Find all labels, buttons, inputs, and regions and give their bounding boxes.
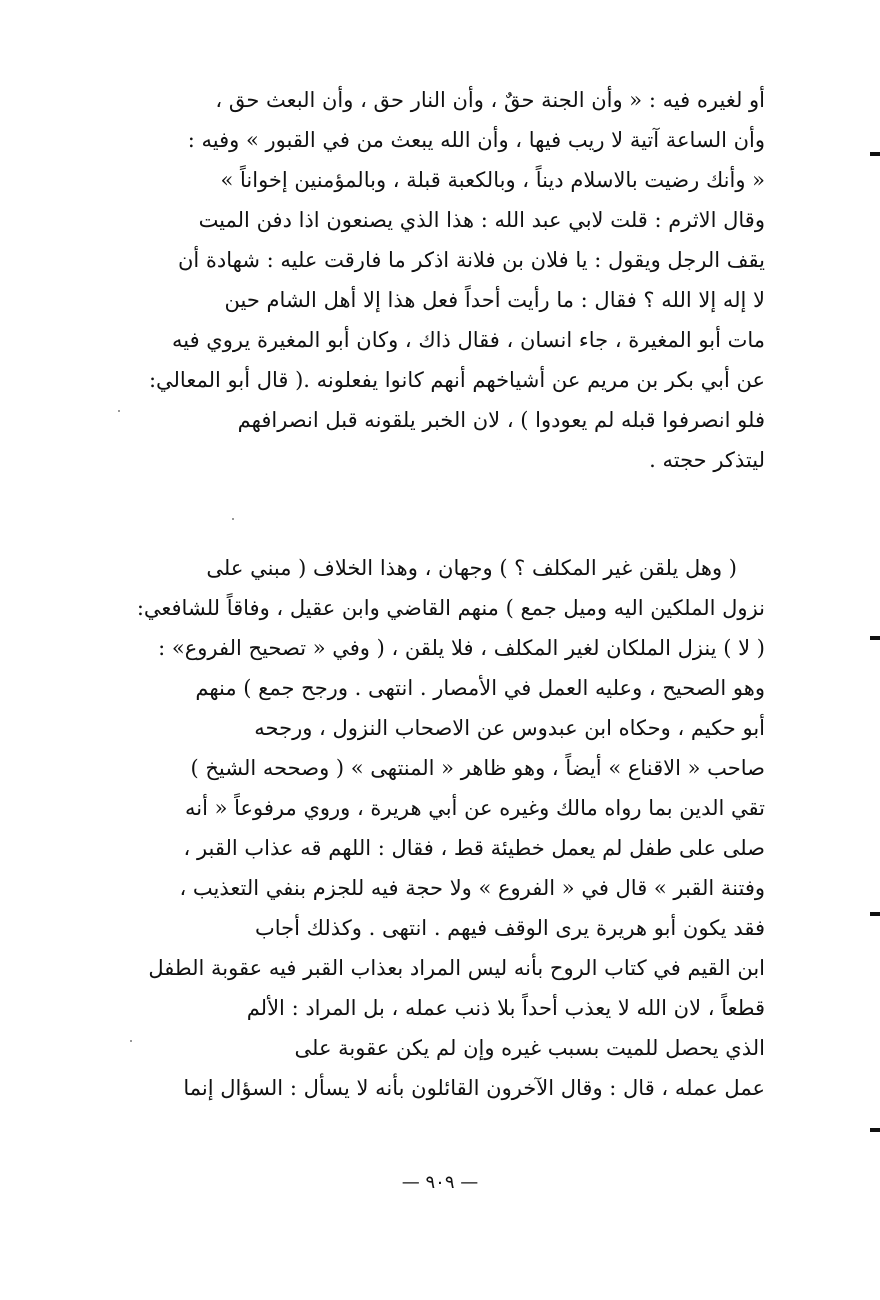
text-line: ابن القيم في كتاب الروح بأنه ليس المراد بعذاب القبر فيه عقوبة الطفل xyxy=(148,956,765,980)
text-line: وهو الصحيح ، وعليه العمل في الأمصار . انتهى . ورجح جمع ) منهم xyxy=(195,676,765,700)
text-line: وأن الساعة آتية لا ريب فيها ، وأن الله يبعث من في القبور » وفيه : xyxy=(187,128,765,152)
scan-speck xyxy=(232,518,234,520)
text-line: عن أبي بكر بن مريم عن أشياخهم أنهم كانوا يفعلونه .( قال أبو المعالي: xyxy=(148,368,765,392)
text-line: « وأنك رضيت بالاسلام ديناً ، وبالكعبة قبلة ، وبالمؤمنين إخواناً » xyxy=(220,168,765,192)
text-line: ( لا ) ينزل الملكان لغير المكلف ، فلا يلقن ، ( وفي « تصحيح الفروع» : xyxy=(158,636,765,660)
text-line: عمل عمله ، قال : وقال الآخرون القائلون بأنه لا يسأل : السؤال إنما xyxy=(183,1076,765,1100)
text-line: تقي الدين بما رواه مالك وغيره عن أبي هريرة ، وروي مرفوعاً « أنه xyxy=(184,796,765,820)
text-line: وفتنة القبر » قال في « الفروع » ولا حجة فيه للجزم بنفي التعذيب ، xyxy=(179,876,765,900)
text-line: فلو انصرفوا قبله لم يعودوا ) ، لان الخبر يلقونه قبل انصرافهم xyxy=(237,408,765,432)
scan-margin-mark xyxy=(870,152,880,156)
text-line: الذي يحصل للميت بسبب غيره وإن لم يكن عقوبة على xyxy=(294,1036,765,1060)
paragraph-2 xyxy=(125,548,765,1108)
text-line: يقف الرجل ويقول : يا فلان بن فلانة اذكر ما فارقت عليه : شهادة أن xyxy=(178,248,765,272)
paragraph-1 xyxy=(125,80,765,480)
text-line: ليتذكر حجته . xyxy=(649,448,765,472)
text-line: قطعاً ، لان الله لا يعذب أحداً بلا ذنب عمله ، بل المراد : الألم xyxy=(246,996,765,1020)
scan-speck xyxy=(130,1040,132,1042)
text-line: أو لغيره فيه : « وأن الجنة حقٌ ، وأن النار حق ، وأن البعث حق ، xyxy=(215,88,765,112)
text-line: ( وهل يلقن غير المكلف ؟ ) وجهان ، وهذا الخلاف ( مبني على xyxy=(206,556,737,580)
text-line: نزول الملكين اليه وميل جمع ) منهم القاضي وابن عقيل ، وفاقاً للشافعي: xyxy=(136,596,765,620)
text-line: صاحب « الاقناع » أيضاً ، وهو ظاهر « المنتهى » ( وصححه الشيخ ) xyxy=(190,756,765,780)
scan-margin-mark xyxy=(870,912,880,916)
text-line: صلى على طفل لم يعمل خطيئة قط ، فقال : اللهم قه عذاب القبر ، xyxy=(183,836,765,860)
page-number: — ٩٠٩ — xyxy=(401,1172,479,1193)
text-line: فقد يكون أبو هريرة يرى الوقف فيهم . انتهى . وكذلك أجاب xyxy=(255,916,765,940)
text-line: أبو حكيم ، وحكاه ابن عبدوس عن الاصحاب النزول ، ورجحه xyxy=(254,716,765,740)
text-line: لا إله إلا الله ؟ فقال : ما رأيت أحداً فعل هذا إلا أهل الشام حين xyxy=(224,288,765,312)
scan-margin-mark xyxy=(870,636,880,640)
text-line: مات أبو المغيرة ، جاء انسان ، فقال ذاك ، وكان أبو المغيرة يروي فيه xyxy=(171,328,765,352)
text-line: وقال الاثرم : قلت لابي عبد الله : هذا الذي يصنعون اذا دفن الميت xyxy=(198,208,765,232)
scan-margin-mark xyxy=(870,1128,880,1132)
scan-speck xyxy=(118,410,120,412)
